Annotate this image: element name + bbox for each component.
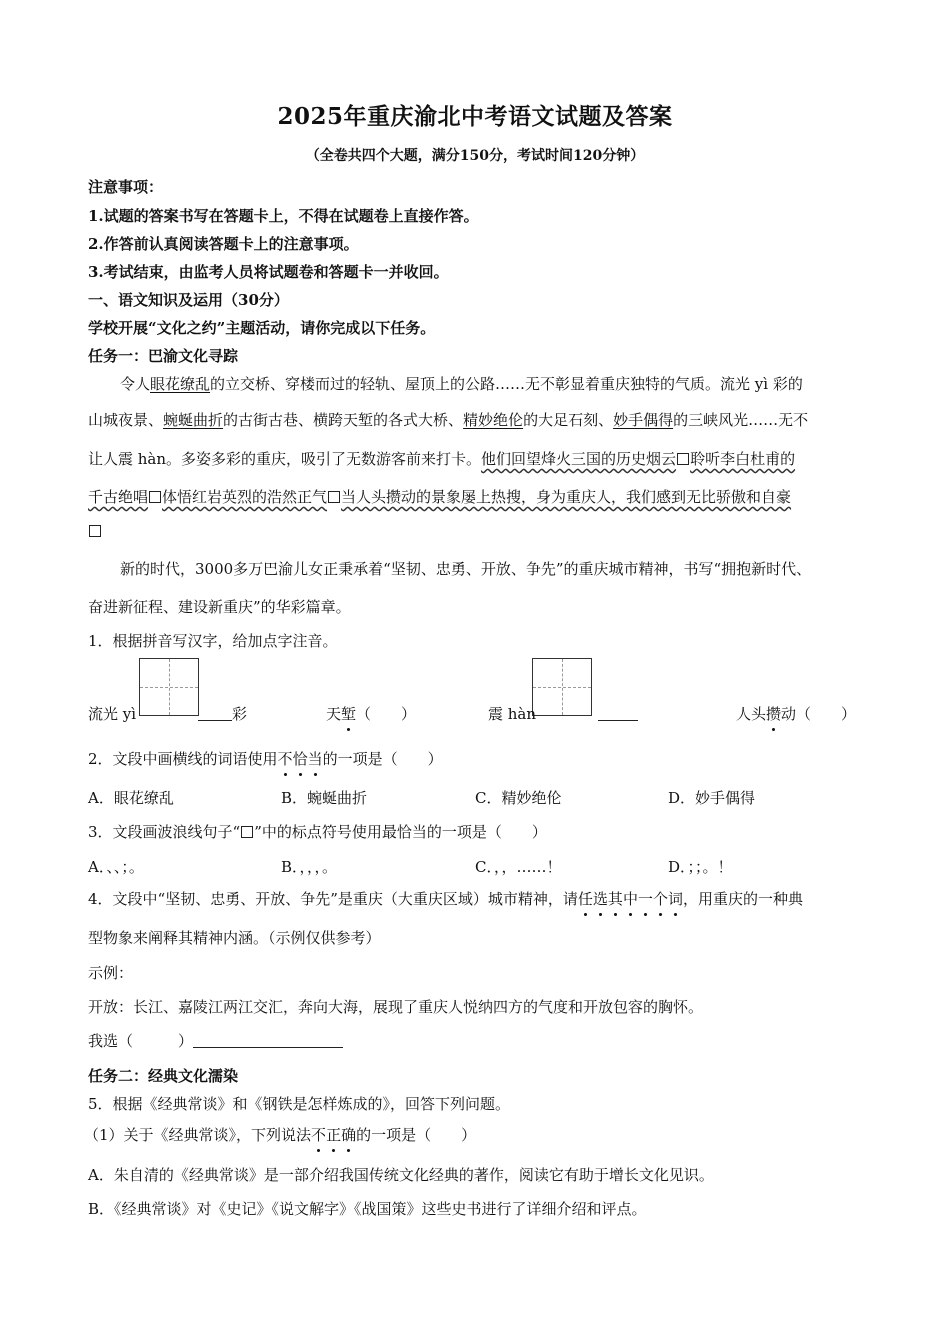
notes-heading: 注意事项：: [88, 178, 164, 196]
exam-title: 2025年重庆渝北中考语文试题及答案: [277, 103, 673, 130]
blank-box: [89, 525, 101, 537]
q5-1-stem: （1）关于《经典常谈》，下列说法不正确的一项是（ ）: [84, 1126, 477, 1144]
underlined-word-4: 妙手偶得: [613, 411, 674, 429]
blank-box: [149, 491, 161, 503]
q3-option-a[interactable]: A．、、；。: [88, 858, 144, 876]
q2-option-b[interactable]: B．蜿蜒曲折: [281, 789, 368, 807]
underlined-word-2: 蜿蜒曲折: [163, 411, 224, 429]
q3-option-c[interactable]: C．，，……！: [475, 858, 562, 876]
passage-line-5: [88, 522, 878, 540]
answer-line[interactable]: [198, 706, 232, 721]
passage-line-6: 新的时代，3000多万巴渝儿女正秉承着“坚韧、忠勇、开放、争先”的重庆城市精神，书写“拥抱新时代、: [120, 560, 812, 578]
dotted-char: 攒: [766, 705, 782, 723]
q3-stem: 3．文段画波浪线句子“ ”中的标点符号使用最恰当的一项是（ ）: [88, 823, 547, 841]
q1-item-b: 天堑（ ）: [326, 705, 417, 723]
q2-stem: 2．文段中画横线的词语使用不恰当的一项是（ ）: [88, 750, 443, 768]
dotted-char: 堑: [341, 705, 357, 723]
q4-stem-line-1: 4．文段中“坚韧、忠勇、开放、争先”是重庆（大重庆区域）城市精神，请任选其中一个词，用重庆的一种典: [88, 890, 804, 908]
q4-example-label: 示例：: [88, 964, 134, 982]
task2-heading: 任务二：经典文化濡染: [88, 1067, 239, 1085]
q1-item-d: 人头攒动（ ）: [736, 705, 857, 723]
blank-box: [677, 453, 689, 465]
answer-line[interactable]: [598, 706, 638, 721]
passage-line-7: 奋进新征程、建设新重庆”的华彩篇章。: [88, 598, 351, 616]
q4-choose: 我选（ ）: [88, 1030, 343, 1051]
q2-option-d[interactable]: D．妙手偶得: [668, 789, 756, 807]
blank-box: [241, 826, 253, 838]
q1-item-a: 流光 yì 彩: [88, 705, 248, 723]
q3-option-b[interactable]: B．，，，。: [281, 858, 338, 876]
note-2: 2.作答前认真阅读答题卡上的注意事项。: [88, 235, 359, 253]
q2-option-c[interactable]: C．精妙绝伦: [475, 789, 562, 807]
passage-line-2: 山城夜景、蜿蜒曲折的古街古巷、横跨天堑的各式大桥、精妙绝伦的大足石刻、妙手偶得的三峡风光……无不: [88, 411, 809, 429]
section-heading: 一、语文知识及运用（30分）: [88, 291, 289, 309]
q5-option-b[interactable]: B．《经典常谈》对《史记》《说文解字》《战国策》这些史书进行了详细介绍和评点。: [88, 1200, 647, 1218]
answer-line[interactable]: [193, 1033, 343, 1048]
blank-box: [328, 491, 340, 503]
q5-stem: 5．根据《经典常谈》和《钢铁是怎样炼成的》，回答下列问题。: [88, 1095, 511, 1113]
underlined-word-1: 眼花缭乱: [150, 375, 211, 393]
passage-line-1: 令人眼花缭乱的立交桥、穿楼而过的轻轨、屋顶上的公路……无不彰显着重庆独特的气质。流光 yì 彩的: [120, 375, 803, 393]
q1-item-c: 震 hàn: [488, 703, 638, 724]
exam-subtitle: （全卷共四个大题，满分150分，考试时间120分钟）: [305, 148, 645, 164]
q4-stem-line-2: 型物象来阐释其精神内涵。（示例仅供参考）: [88, 929, 381, 947]
q5-option-a[interactable]: A．朱自清的《经典常谈》是一部介绍我国传统文化经典的著作，阅读它有助于增长文化见识。: [88, 1166, 714, 1184]
note-3: 3.考试结束，由监考人员将试题卷和答题卡一并收回。: [88, 263, 449, 281]
q2-option-a[interactable]: A．眼花缭乱: [88, 789, 174, 807]
underlined-word-3: 精妙绝伦: [463, 411, 524, 429]
q3-option-d[interactable]: D．；；。！: [668, 858, 733, 876]
q1-stem: 1．根据拼音写汉字，给加点字注音。: [88, 632, 338, 650]
wavy-sentence-part-2: 千古绝唱 体悟红岩英烈的浩然正气 当人头攒动的景象屡上热搜，身为重庆人，我们感到无比骄傲和自豪: [88, 488, 792, 506]
task1-heading: 任务一：巴渝文化寻踪: [88, 347, 239, 365]
section-intro: 学校开展“文化之约”主题活动，请你完成以下任务。: [88, 319, 436, 337]
passage-line-4: [88, 486, 878, 507]
wavy-sentence-part-1: 他们回望烽火三国的历史烟云 聆听李白杜甫的: [481, 450, 796, 468]
note-1: 1.试题的答案书写在答题卡上，不得在试题卷上直接作答。: [88, 207, 479, 225]
q4-example: 开放：长江、嘉陵江两江交汇，奔向大海，展现了重庆人悦纳四方的气度和开放包容的胸怀。: [88, 998, 704, 1016]
passage-line-3: 让人震 hàn。多姿多彩的重庆，吸引了无数游客前来打卡。他们回望烽火三国的历史烟云 聆听李白杜甫的: [88, 450, 796, 468]
